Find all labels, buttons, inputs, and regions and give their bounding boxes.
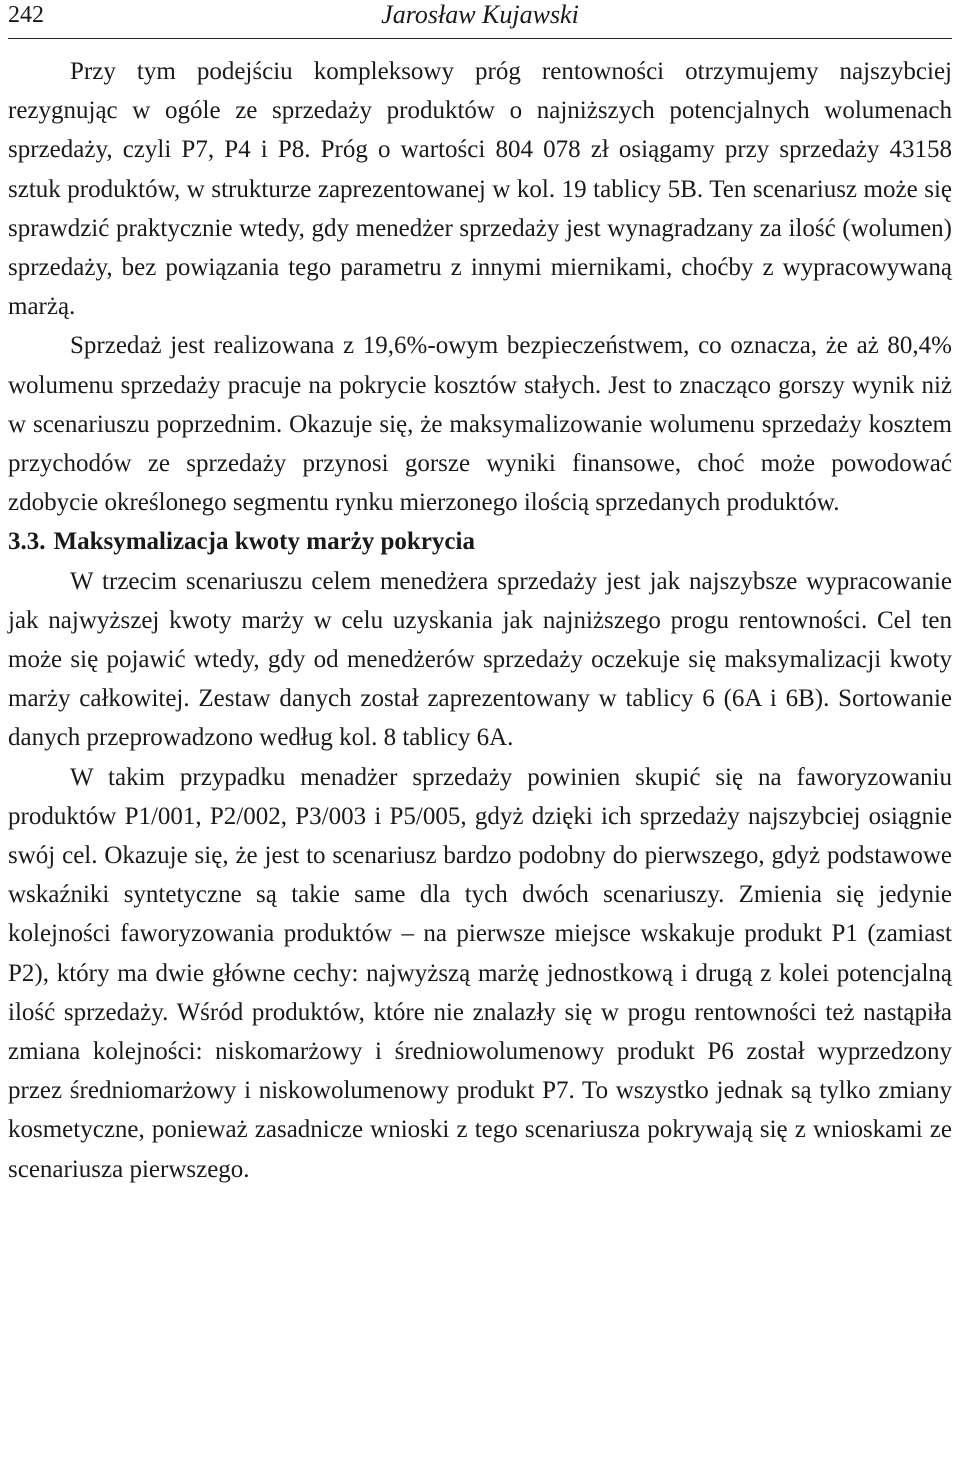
page-header (8, 0, 952, 39)
paragraph-2: Sprzedaż jest realizowana z 19,6%-owym bezpieczeństwem, co oznacza, że aż 80,4% wolumenu sprzedaży pracuje na pokrycie kosztów stałych. Jest to znacząco gorszy wynik niż w scenariuszu poprzednim. Okazuje się, że maksymalizowanie wolumenu sprzedaży kosztem przychodów ze sprzedaży przynosi gorsze wyniki finansowe, choć może powodować zdobycie określonego segmentu rynku mierzonego ilością sprzedanych produktów. (8, 332, 952, 517)
section-title: Maksymalizacja kwoty marży pokrycia (53, 528, 475, 556)
page-body (8, 52, 952, 1189)
paragraph-4: W takim przypadku menadżer sprzedaży powinien skupić się na faworyzowaniu produktów P1/001, P2/002, P3/003 i P5/005, gdyż dzięki ich sprzedaży najszybciej osiągnie swój cel. Okazuje się, że jest to scenariusz bardzo podobny do pierwszego, gdyż podstawowe wskaźniki syntetyczne są takie same dla tych dwóch scenariuszy. Zmienia się jedynie kolejności faworyzowania produktów – na pierwsze miejsce wskakuje produkt P1 (zamiast P2), który ma dwie główne cechy: najwyższą marżę jednostkową i drugą z kolei potencjalną ilość sprzedaży. Wśród produktów, które nie znalazły się w progu rentowności też nastąpiła zmiana kolejności: niskomarżowy i średniowolumenowy produkt P6 został wyprzedzony przez średniomarżowy i niskowolumenowy produkt P7. To wszystko jednak są tylko zmiany kosmetyczne, ponieważ zasadnicze wnioski z tego scenariusza pokrywają się z wnioskami ze scenariusza pierwszego. (8, 763, 952, 1183)
section-number: 3.3. (8, 528, 46, 556)
page-number: 242 (8, 2, 44, 28)
section-heading (8, 522, 952, 561)
running-head: Jarosław Kujawski (381, 0, 579, 29)
paragraph-3: W trzecim scenariuszu celem menedżera sprzedaży jest jak najszybsze wypracowanie jak najwyższej kwoty marży w celu uzyskania jak najniższego progu rentowności. Cel ten może się pojawić wtedy, gdy od menedżerów sprzedaży oczekuje się maksymalizacji kwoty marży całkowitej. Zestaw danych został zaprezentowany w tablicy 6 (6A i 6B). Sortowanie danych przeprowadzono według kol. 8 tablicy 6A. (8, 567, 952, 752)
paragraph-1: Przy tym podejściu kompleksowy próg rentowności otrzymujemy najszybciej rezygnując w ogóle ze sprzedaży produktów o najniższych potencjalnych wolumenach sprzedaży, czyli P7, P4 i P8. Próg o wartości 804 078 zł osiągamy przy sprzedaży 43158 sztuk produktów, w strukturze zaprezentowanej w kol. 19 tablicy 5B. Ten scenariusz może się sprawdzić praktycznie wtedy, gdy menedżer sprzedaży jest wynagradzany za ilość (wolumen) sprzedaży, bez powiązania tego parametru z innymi miernikami, choćby z wypracowywaną marżą. (8, 58, 952, 321)
